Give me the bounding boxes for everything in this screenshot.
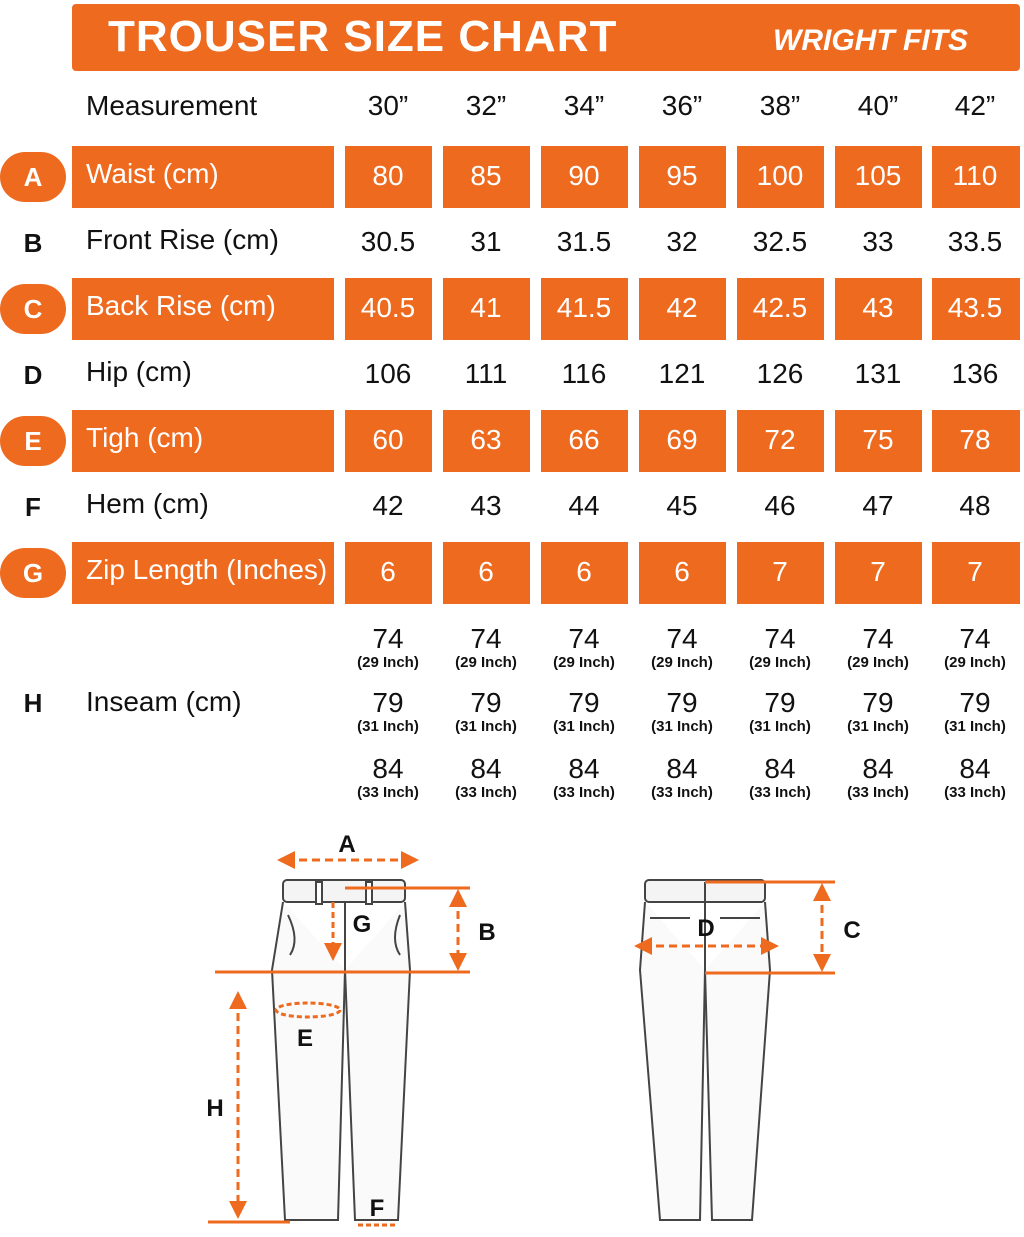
value-cell: 100	[756, 160, 804, 191]
value-cell: 126	[756, 358, 804, 389]
row-letter-badge: H	[23, 688, 43, 718]
inseam-inch-value: (33 Inch)	[455, 784, 517, 801]
inseam-option	[441, 624, 531, 672]
inseam-label: Inseam (cm)	[86, 686, 242, 717]
inseam-cm-value: 84	[666, 753, 698, 784]
diagram-label-d: D	[697, 915, 715, 942]
inseam-option	[441, 754, 531, 802]
inseam-inch-value: (31 Inch)	[847, 718, 909, 735]
row-letter-badge: F	[25, 492, 41, 522]
inseam-inch-value: (29 Inch)	[455, 654, 517, 671]
row-letter-badge: B	[23, 228, 43, 258]
value-cell: 31	[470, 226, 502, 257]
measurement-row	[0, 212, 1024, 274]
value-cell: 33.5	[947, 226, 1003, 257]
inseam-inch-value: (31 Inch)	[651, 718, 713, 735]
inseam-option	[930, 688, 1020, 736]
diagram-label-f: F	[369, 1195, 385, 1222]
value-cell: 41.5	[556, 292, 612, 323]
inseam-option	[930, 754, 1020, 802]
value-cell: 7	[870, 556, 886, 587]
value-cell: 33	[862, 226, 894, 257]
inseam-inch-value: (33 Inch)	[944, 784, 1006, 801]
inseam-cm-value: 79	[764, 687, 796, 718]
value-cell: 7	[772, 556, 788, 587]
inseam-cm-value: 84	[862, 753, 894, 784]
value-cell: 106	[364, 358, 412, 389]
size-column-header: 42”	[954, 90, 996, 121]
inseam-option	[735, 754, 825, 802]
inseam-option	[930, 624, 1020, 672]
value-cell: 78	[959, 424, 991, 455]
value-cell: 42	[372, 490, 404, 521]
value-cell: 6	[674, 556, 690, 587]
value-cell: 121	[658, 358, 706, 389]
value-cell: 31.5	[556, 226, 612, 257]
row-letter-badge: A	[0, 152, 66, 202]
row-label: Hip (cm)	[86, 356, 192, 387]
inseam-inch-value: (31 Inch)	[749, 718, 811, 735]
inseam-option	[735, 624, 825, 672]
value-cell: 6	[576, 556, 592, 587]
inseam-inch-value: (29 Inch)	[357, 654, 419, 671]
value-cell: 42	[666, 292, 698, 323]
inseam-inch-value: (33 Inch)	[749, 784, 811, 801]
size-column-header: 30”	[367, 90, 409, 121]
inseam-option	[735, 688, 825, 736]
inseam-cm-value: 74	[666, 623, 698, 654]
size-column-header: 40”	[857, 90, 899, 121]
inseam-inch-value: (29 Inch)	[847, 654, 909, 671]
row-label: Waist (cm)	[86, 158, 219, 189]
value-cell: 110	[952, 160, 998, 191]
size-column-header: 32”	[465, 90, 507, 121]
diagram-label-e: E	[296, 1025, 314, 1052]
value-cell: 131	[854, 358, 902, 389]
inseam-cm-value: 79	[959, 687, 991, 718]
measurement-row	[0, 344, 1024, 406]
row-label: Hem (cm)	[86, 488, 209, 519]
row-label: Back Rise (cm)	[86, 290, 276, 321]
inseam-cm-value: 74	[568, 623, 600, 654]
size-column-header: 38”	[759, 90, 801, 121]
value-cell: 6	[478, 556, 494, 587]
value-cell: 66	[568, 424, 600, 455]
diagram-label-b: B	[478, 919, 496, 946]
inseam-inch-value: (31 Inch)	[944, 718, 1006, 735]
inseam-cm-value: 84	[764, 753, 796, 784]
inseam-cm-value: 79	[568, 687, 600, 718]
row-label: Zip Length (Inches)	[86, 554, 328, 585]
inseam-cm-value: 74	[764, 623, 796, 654]
value-cell: 95	[666, 160, 698, 191]
value-cell: 44	[568, 490, 600, 521]
value-cell: 85	[470, 160, 502, 191]
value-cell: 80	[372, 160, 404, 191]
value-cell: 43.5	[947, 292, 1003, 323]
page-title: TROUSER SIZE CHART	[108, 12, 618, 61]
value-cell: 105	[854, 160, 902, 191]
inseam-cm-value: 74	[470, 623, 502, 654]
inseam-inch-value: (29 Inch)	[944, 654, 1006, 671]
inseam-cm-value: 79	[372, 687, 404, 718]
value-cell: 46	[764, 490, 796, 521]
inseam-cm-value: 74	[372, 623, 404, 654]
value-cell: 111	[464, 358, 508, 389]
value-cell: 43	[862, 292, 894, 323]
value-cell: 63	[470, 424, 502, 455]
value-cell: 48	[959, 490, 991, 521]
measurement-row	[0, 476, 1024, 538]
chart-header	[72, 4, 1020, 71]
inseam-cm-value: 74	[959, 623, 991, 654]
value-cell: 136	[951, 358, 999, 389]
row-label: Tigh (cm)	[86, 422, 204, 453]
inseam-inch-value: (33 Inch)	[553, 784, 615, 801]
inseam-inch-value: (33 Inch)	[357, 784, 419, 801]
inseam-option	[343, 688, 433, 736]
value-cell: 7	[967, 556, 983, 587]
inseam-option	[833, 688, 923, 736]
diagram-label-c: C	[843, 917, 861, 944]
measurement-column-header: Measurement	[86, 90, 258, 121]
measurement-row	[0, 410, 1024, 472]
inseam-option	[539, 754, 629, 802]
value-cell: 40.5	[360, 292, 416, 323]
inseam-option	[539, 624, 629, 672]
inseam-cm-value: 84	[959, 753, 991, 784]
inseam-inch-value: (31 Inch)	[357, 718, 419, 735]
row-letter-badge: D	[23, 360, 43, 390]
inseam-cm-value: 84	[470, 753, 502, 784]
size-column-header: 34”	[563, 90, 605, 121]
inseam-option	[343, 754, 433, 802]
inseam-option	[539, 688, 629, 736]
inseam-option	[833, 754, 923, 802]
inseam-cm-value: 79	[666, 687, 698, 718]
value-cell: 90	[568, 160, 600, 191]
inseam-inch-value: (29 Inch)	[651, 654, 713, 671]
inseam-option	[833, 624, 923, 672]
inseam-cm-value: 79	[470, 687, 502, 718]
inseam-cm-value: 79	[862, 687, 894, 718]
diagram-label-a: A	[338, 831, 356, 858]
value-cell: 75	[862, 424, 894, 455]
value-cell: 41	[470, 292, 502, 323]
inseam-inch-value: (31 Inch)	[553, 718, 615, 735]
value-cell: 45	[666, 490, 698, 521]
value-cell: 30.5	[360, 226, 416, 257]
value-cell: 69	[666, 424, 698, 455]
inseam-cm-value: 84	[568, 753, 600, 784]
inseam-inch-value: (29 Inch)	[749, 654, 811, 671]
inseam-option	[637, 688, 727, 736]
inseam-inch-value: (33 Inch)	[847, 784, 909, 801]
value-cell: 42.5	[752, 292, 808, 323]
inseam-inch-value: (31 Inch)	[455, 718, 517, 735]
inseam-option	[637, 624, 727, 672]
inseam-cm-value: 74	[862, 623, 894, 654]
row-letter-badge: E	[0, 416, 66, 466]
row-letter-badge: C	[0, 284, 66, 334]
measurement-row	[0, 278, 1024, 340]
value-cell: 43	[470, 490, 502, 521]
inseam-option	[441, 688, 531, 736]
front-trouser-drawing	[272, 880, 410, 1220]
diagram-label-h: H	[206, 1095, 224, 1122]
inseam-cm-value: 84	[372, 753, 404, 784]
value-cell: 47	[862, 490, 894, 521]
size-column-header: 36”	[661, 90, 703, 121]
inseam-inch-value: (29 Inch)	[553, 654, 615, 671]
diagram-label-g: G	[352, 911, 372, 938]
measurement-row	[0, 146, 1024, 208]
brand-logo: WRIGHT FITS	[773, 24, 968, 57]
trouser-measurement-diagram	[0, 820, 1024, 1237]
value-cell: 60	[372, 424, 404, 455]
inseam-option	[343, 624, 433, 672]
row-label: Front Rise (cm)	[86, 224, 279, 255]
value-cell: 116	[561, 358, 607, 389]
row-letter-badge: G	[0, 548, 66, 598]
value-cell: 32.5	[752, 226, 808, 257]
inseam-option	[637, 754, 727, 802]
measurement-row	[0, 542, 1024, 604]
value-cell: 72	[764, 424, 796, 455]
value-cell: 6	[380, 556, 396, 587]
value-cell: 32	[666, 226, 698, 257]
inseam-inch-value: (33 Inch)	[651, 784, 713, 801]
